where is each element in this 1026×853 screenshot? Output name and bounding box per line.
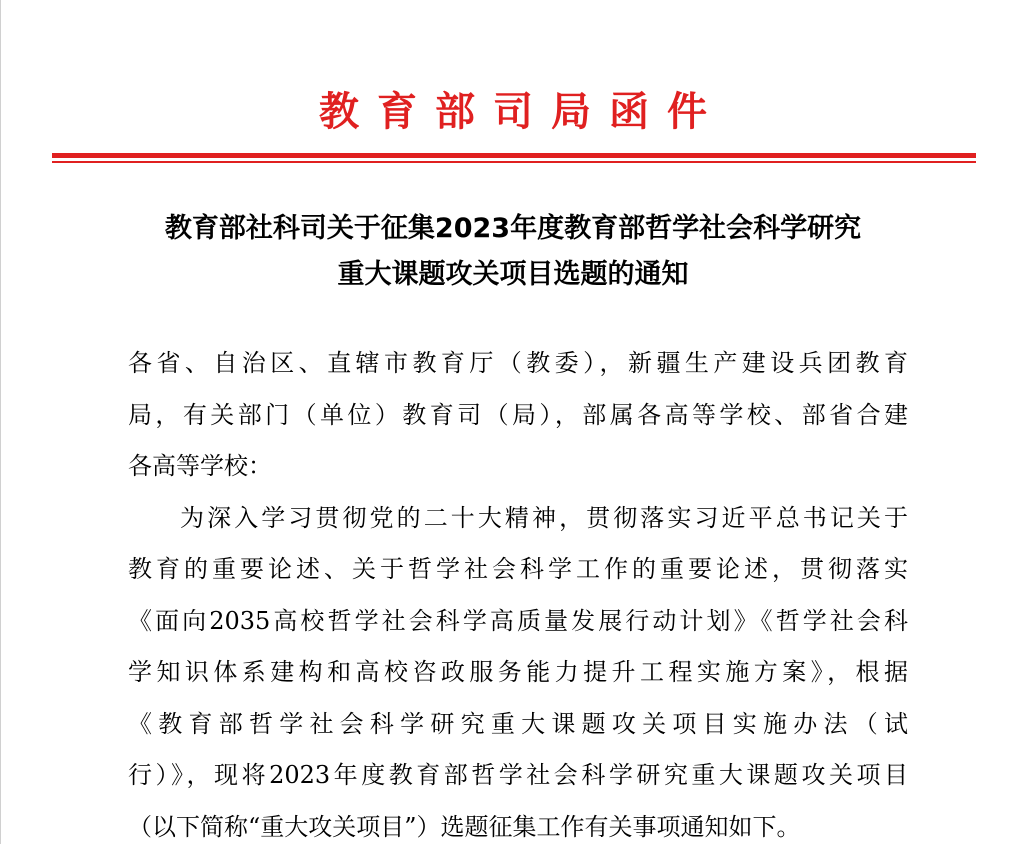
document-title-line: 教育部社科司关于征集2023年度教育部哲学社会科学研究 bbox=[60, 206, 966, 252]
letterhead-rule-thick bbox=[52, 153, 976, 158]
salutation-line: 各高等学校： bbox=[128, 441, 908, 493]
paragraph-line: （以下简称“重大攻关项目”）选题征集工作有关事项通知如下。 bbox=[128, 802, 908, 853]
paragraph-line: 《面向2035高校哲学社会科学高质量发展行动计划》《哲学社会科 bbox=[128, 596, 908, 648]
letterhead-rule-thin bbox=[52, 161, 976, 163]
document-title-line: 重大课题攻关项目选题的通知 bbox=[60, 252, 966, 298]
paragraph-line: 行）》，现将2023年度教育部哲学社会科学研究重大课题攻关项目 bbox=[128, 750, 908, 802]
paragraph-line: 为深入学习贯彻党的二十大精神，贯彻落实习近平总书记关于 bbox=[128, 493, 908, 545]
document-title bbox=[60, 206, 966, 298]
salutation-line: 局，有关部门（单位）教育司（局），部属各高等学校、部省合建 bbox=[128, 390, 908, 442]
salutation-line: 各省、自治区、直辖市教育厅（教委），新疆生产建设兵团教育 bbox=[128, 338, 908, 390]
paragraph-line: 学知识体系建构和高校咨政服务能力提升工程实施方案》，根据 bbox=[128, 647, 908, 699]
letterhead-title: 教育部司局函件 bbox=[0, 84, 1026, 140]
paragraph-line: 《教育部哲学社会科学研究重大课题攻关项目实施办法（试 bbox=[128, 699, 908, 751]
paragraph-line: 教育的重要论述、关于哲学社会科学工作的重要论述，贯彻落实 bbox=[128, 544, 908, 596]
document-body bbox=[128, 338, 908, 853]
